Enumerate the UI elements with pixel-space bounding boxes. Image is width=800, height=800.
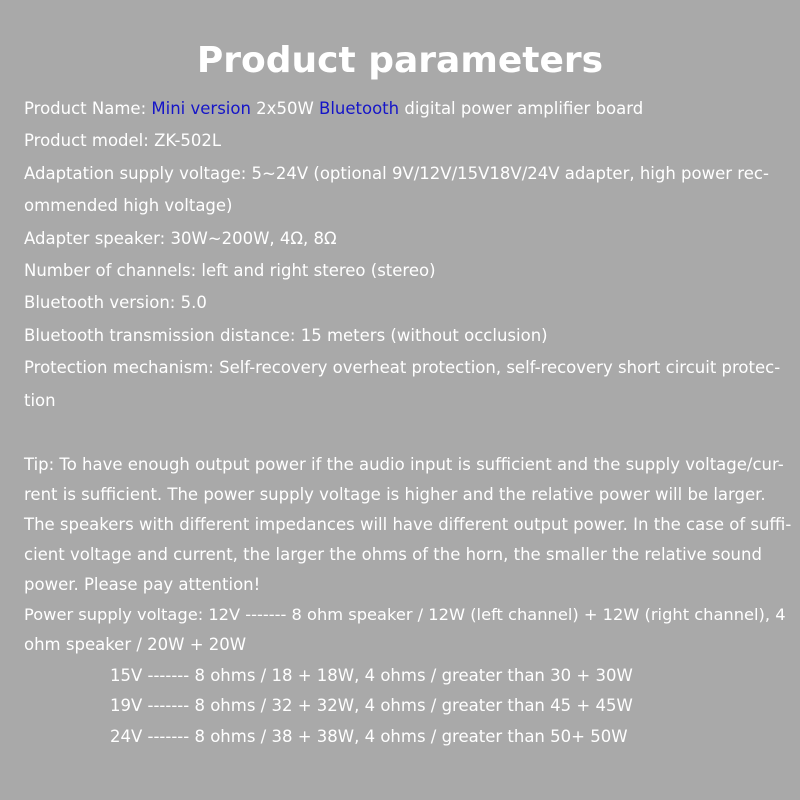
supply-voltage-line-1: Adaptation supply voltage: 5~24V (optional 9V/12V/15V18V/24V adapter, high power rec-: [24, 164, 769, 183]
protection-line-2: tion: [24, 391, 56, 410]
tip-line-4: cient voltage and current, the larger the ohms of the horn, the smaller the relative sound: [24, 545, 762, 564]
product-name-line: [24, 98, 643, 120]
tip-line-1: Tip: To have enough output power if the audio input is sufficient and the supply voltage/cur-: [24, 455, 784, 474]
bluetooth-distance: Bluetooth transmission distance: 15 meters (without occlusion): [24, 326, 548, 345]
page-title: Product parameters: [196, 40, 604, 81]
mini-version-highlight: Mini version: [151, 99, 251, 118]
power-supply-line-2: ohm speaker / 20W + 20W: [24, 635, 247, 654]
number-of-channels: Number of channels: left and right stereo (stereo): [24, 261, 436, 280]
supply-voltage-line-2: ommended high voltage): [24, 196, 233, 215]
bluetooth-highlight: Bluetooth: [319, 99, 400, 118]
voltage-15v-row: 15V ------- 8 ohms / 18 + 18W, 4 ohms / greater than 30 + 30W: [110, 666, 633, 685]
tip-line-2: rent is sufficient. The power supply voltage is higher and the relative power will be larger.: [24, 485, 766, 504]
protection-line-1: Protection mechanism: Self-recovery overheat protection, self-recovery short circuit protec-: [24, 358, 781, 377]
product-name-end: digital power amplifier board: [399, 99, 644, 118]
tip-line-3: The speakers with different impedances will have different output power. In the case of suffi-: [24, 515, 792, 534]
adapter-speaker: Adapter speaker: 30W~200W, 4Ω, 8Ω: [24, 229, 337, 248]
power-supply-line-1: Power supply voltage: 12V ------- 8 ohm speaker / 12W (left channel) + 12W (right channel), 4: [24, 605, 786, 624]
tip-line-5: power. Please pay attention!: [24, 575, 261, 594]
product-name-mid: 2x50W: [250, 99, 319, 118]
bluetooth-version: Bluetooth version: 5.0: [24, 293, 207, 312]
product-model: Product model: ZK-502L: [24, 131, 222, 150]
voltage-19v-row: 19V ------- 8 ohms / 32 + 32W, 4 ohms / greater than 45 + 45W: [110, 696, 633, 715]
product-name-label: Product Name:: [24, 99, 152, 118]
voltage-24v-row: 24V ------- 8 ohms / 38 + 38W, 4 ohms / greater than 50+ 50W: [110, 727, 628, 746]
